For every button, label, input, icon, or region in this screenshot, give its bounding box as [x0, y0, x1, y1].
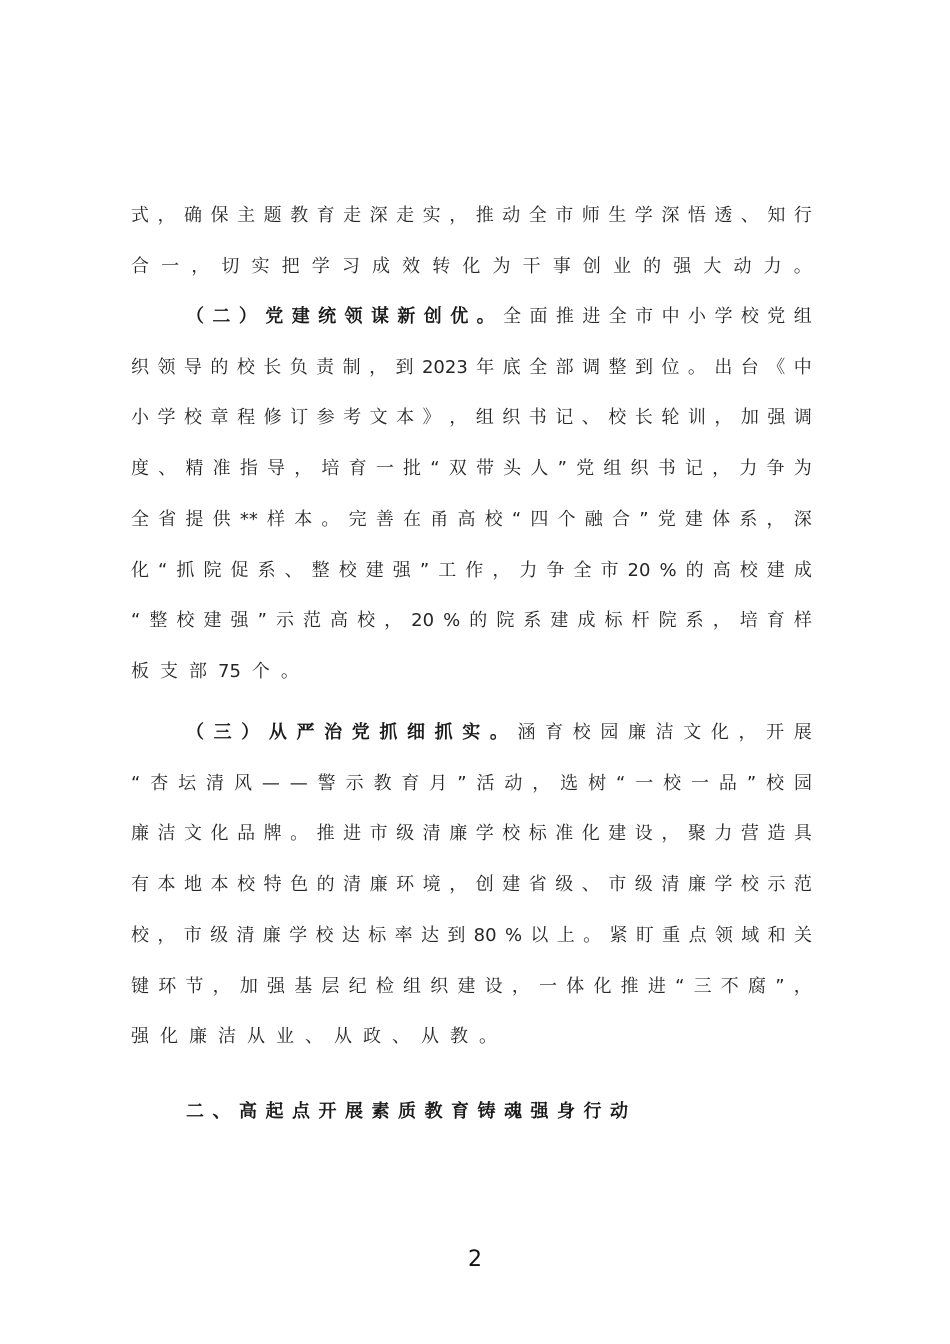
text-line: 廉 洁 文 化 品 牌 。 推 进 市 级 清 廉 学 校 标 准 化 建 设 ， 聚 力 营 造 具 — [131, 823, 812, 845]
text-line: 合 一 ， 切 实 把 学 习 成 效 转 化 为 干 事 创 业 的 强 大 动 力 。 — [131, 255, 812, 277]
text-line: 强 化 廉 洁 从 业 、 从 政 、 从 教 。 — [131, 1026, 497, 1048]
text-line: 小 学 校 章 程 修 订 参 考 文 本 》 ， 组 织 书 记 、 校 长 轮 训 ， 加 强 调 — [131, 407, 812, 429]
section-heading: 二、高起点开展素质教育铸魂强身行动 — [186, 1101, 637, 1122]
text-line: “ 杏 坛 清 风 — — 警 示 教 育 月 ” 活 动 ， 选 树 “ 一 校 一 品 ” 校 园 — [131, 772, 812, 794]
text-line: 式 ， 确 保 主 题 教 育 走 深 走 实 ， 推 动 全 市 师 生 学 深 悟 透 、 知 行 — [131, 205, 812, 226]
page-number: 2 — [468, 1247, 482, 1272]
text-run: 2023 — [421, 356, 468, 378]
text-line: （ 三 ） 从 严 治 党 抓 细 抓 实 。 涵 育 校 园 廉 洁 文 化 ， 开 展 — [186, 722, 812, 743]
text-run: 20 — [627, 559, 651, 581]
text-run: ** — [239, 508, 258, 530]
text-line: （ 二 ） 党 建 统 领 谋 新 创 优 。 全 面 推 进 全 市 中 小 学 校 党 组 — [186, 306, 812, 327]
text-run: 75 — [218, 660, 241, 682]
text-line: “ 整 校 建 强 ” 示 范 高 校 ， 20 % 的 院 系 建 成 标 杆 院 系 ， 培 育 样 — [131, 606, 812, 636]
text-line: 度 、 精 准 指 导 ， 培 育 一 批 “ 双 带 头 人 ” 党 组 织 书 记 ， 力 争 为 — [131, 458, 812, 480]
text-line: 校 ， 市 级 清 廉 学 校 达 标 率 达 到 80 % 以 上 。 紧 盯 重 点 领 域 和 关 — [131, 921, 812, 951]
text-line: 板 支 部 75 个 。 — [131, 657, 812, 687]
text-line: 织 领 导 的 校 长 负 责 制 ， 到 2023 年 底 全 部 调 整 到 位 。 出 台 《 中 — [131, 353, 812, 383]
text-line: 键 环 节 ， 加 强 基 层 纪 检 组 织 建 设 ， 一 体 化 推 进 “ 三 不 腐 ” ， — [131, 975, 812, 997]
text-run: 80 — [473, 924, 497, 946]
text-line: 有 本 地 本 校 特 色 的 清 廉 环 境 ， 创 建 省 级 、 市 级 清 廉 学 校 示 范 — [131, 874, 812, 896]
text-run: 20 — [411, 610, 435, 632]
text-line: 全 省 提 供 ** 样 本 。 完 善 在 甬 高 校 “ 四 个 融 合 ” 党 建 体 系 ， 深 — [131, 505, 812, 535]
text-line: 化 “ 抓 院 促 系 、 整 校 建 强 ” 工 作 ， 力 争 全 市 20 % 的 高 校 建 成 — [131, 556, 812, 586]
